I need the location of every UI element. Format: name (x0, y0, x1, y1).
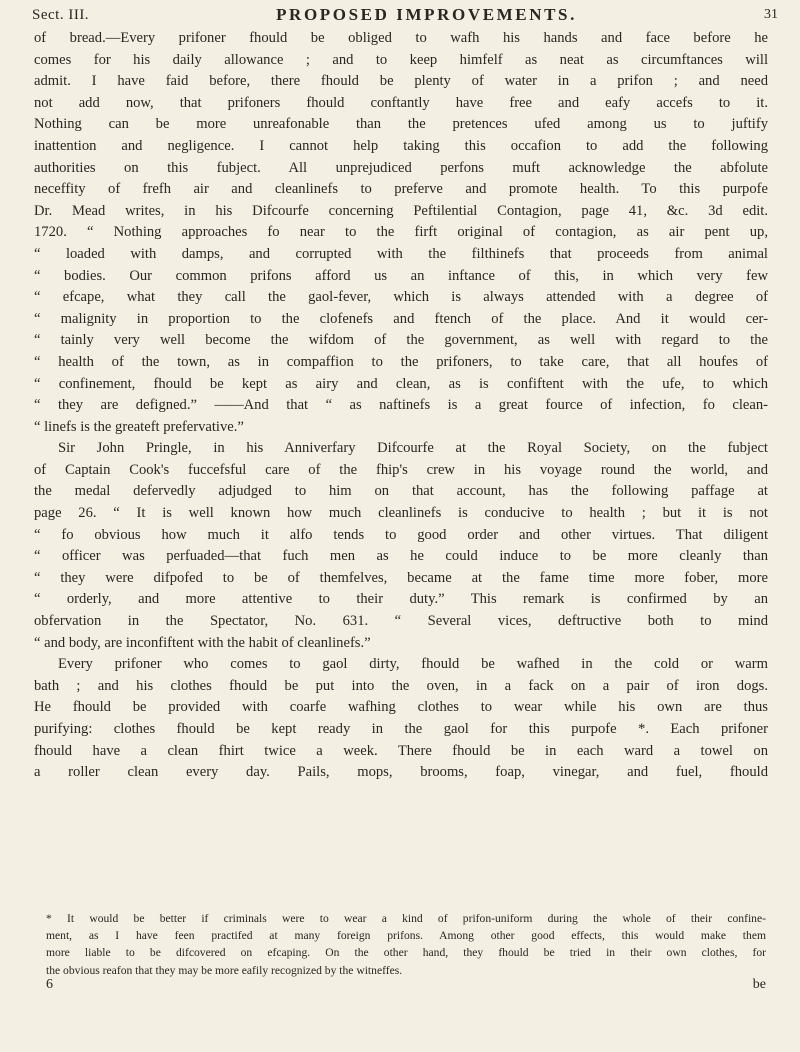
running-header (32, 2, 778, 28)
text-line: bath ; and his clothes fhould be put into the oven, in a fack on a pair of iron dogs. (34, 677, 768, 694)
section-label: Sect. III. (32, 6, 90, 23)
text-line: of bread.—Every prifoner fhould be obliged to wafh his hands and face before he (34, 30, 768, 46)
footnote (46, 910, 766, 979)
text-line: obfervation in the Spectator, No. 631. “ Several vices, deftructive both to mind (34, 613, 768, 630)
text-line: not add now, that prifoners fhould conftantly have free and eafy accefs to it. (34, 94, 768, 111)
text-line: authorities on this fubject. All unprejudiced perfons muft acknowledge the abfolute (34, 159, 768, 176)
text-line: 1720. “ Nothing approaches fo near to the firft original of contagion, as air pent up, (34, 224, 768, 241)
text-line: “ and body, are inconfiftent with the habit of cleanlinefs.” (34, 634, 371, 651)
text-line: He fhould be provided with coarfe wafhing clothes to wear while his own are thus (34, 699, 768, 716)
text-line: Dr. Mead writes, in his Difcourfe concerning Peftilential Contagion, page 41, &c. 3d edit. (34, 202, 768, 219)
page-number: 31 (763, 7, 778, 22)
text-line: inattention and negligence. I cannot help taking this occafion to add the following (34, 137, 768, 154)
text-line: the medal defervedly adjudged to him on that account, has the following paffage at (34, 483, 768, 500)
page-footer (46, 977, 766, 993)
catchword: be (752, 977, 766, 992)
running-title: PROPOSED IMPROVEMENTS. (276, 5, 577, 24)
text-line: “ they were difpofed to be of themfelves, became at the fame time more fober, more (34, 569, 768, 586)
text-line: “ linefs is the greateft prefervative.” (34, 418, 244, 435)
text-line: Every prifoner who comes to gaol dirty, fhould be wafhed in the cold or warm (58, 656, 768, 673)
footnote-line: ment, as I have feen practifed at many foreign prifons. Among other good effects, this would make them (46, 929, 766, 943)
text-line: a roller clean every day. Pails, mops, brooms, foap, vinegar, and fuel, fhould (34, 764, 768, 781)
text-line: “ orderly, and more attentive to their duty.” This remark is confirmed by an (34, 591, 768, 608)
text-line: comes for his daily allowance ; and to keep himfelf as neat as circumftances will (34, 51, 768, 68)
text-line: “ malignity in proportion to the clofenefs and ftench of the place. And it would cer- (34, 310, 768, 327)
text-line: “ health of the town, as in compaffion to the prifoners, to take care, that all houfes of (34, 353, 768, 370)
text-line: fhould have a clean fhirt twice a week. There fhould be in each ward a towel on (34, 742, 768, 759)
text-line: “ loaded with damps, and corrupted with the filthinefs that proceeds from animal (34, 245, 768, 262)
text-line: Nothing can be more unreafonable than the pretences ufed among us to juftify (34, 116, 768, 133)
text-line: “ officer was perfuaded—that fuch men as he could induce to be more cleanly than (34, 548, 768, 565)
text-line: of Captain Cook's fuccefsful care of the fhip's crew in his voyage round the world, and (34, 461, 768, 478)
text-line: “ bodies. Our common prifons afford us an inftance of this, in which very few (34, 267, 768, 284)
text-line: “ tainly very well become the wifdom of the government, as well with regard to the (34, 332, 768, 349)
main-text (34, 28, 768, 784)
footnote-line: the obvious reafon that they may be more eafily recognized by the witneffes. (46, 963, 403, 977)
text-line: “ efcape, what they call the gaol-fever, which is always attended with a degree of (34, 289, 768, 306)
text-line: neceffity of frefh air and cleanlinefs to preferve and promote health. To this purpofe (34, 181, 768, 198)
text-line: “ they are defigned.” ——And that “ as naftinefs is a great fource of infection, fo clean- (34, 397, 768, 414)
text-line: purifying: clothes fhould be kept ready in the gaol for this purpofe *. Each prifoner (34, 721, 768, 737)
footnote-line: more liable to be difcovered on efcaping. On the other hand, they fhould be tried in their own clothes, for (46, 946, 766, 960)
footnote-line: * It would be better if criminals were to wear a kind of prifon-uniform during the whole of their confine- (46, 912, 766, 925)
text-line: page 26. “ It is well known how much cleanlinefs is conducive to health ; but it is not (34, 505, 768, 522)
text-line: “ confinement, fhould be kept as airy and clean, as is confiftent with the ufe, to which (34, 375, 768, 392)
text-line: Sir John Pringle, in his Anniverfary Difcourfe at the Royal Society, on the fubject (58, 440, 768, 457)
text-line: admit. I have faid before, there fhould be plenty of water in a prifon ; and need (34, 73, 768, 90)
text-line: “ fo obvious how much it alfo tends to good order and other virtues. That diligent (34, 526, 768, 543)
signature-mark: 6 (46, 977, 53, 992)
